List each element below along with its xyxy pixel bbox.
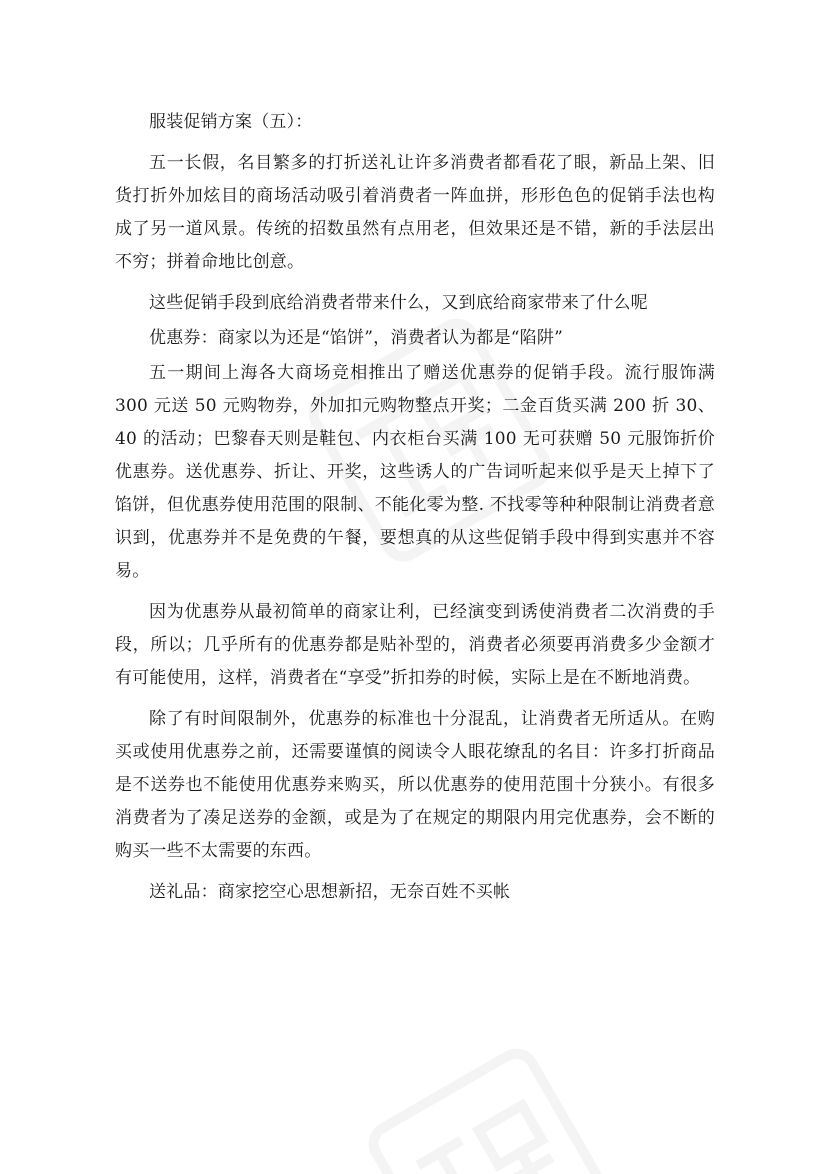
watermark-logo-icon <box>360 1040 620 1174</box>
document-body <box>115 106 715 909</box>
section-heading-coupons: 优惠券：商家以为还是“馅饼”，消费者认为都是“陷阱” <box>149 328 563 348</box>
paragraph-coupon-evolution: 因为优惠券从最初简单的商家让利，已经演变到诱使消费者二次消费的手段，所以；几乎所有的优惠券都是贴补型的，消费者必须要再消费多少金额才有可能使用，这样，消费者在“享受”折扣券的时候，实际上是在不断地消费。 <box>115 602 715 688</box>
section-heading-gifts: 送礼品：商家挖空心思想新招，无奈百姓不买帐 <box>149 882 511 902</box>
document-title: 服装促销方案（五）： <box>149 112 313 132</box>
paragraph-coupon-examples: 五一期间上海各大商场竞相推出了赠送优惠券的促销手段。流行服饰满 300 元送 50 元购物券，外加扣元购物整点开奖；二金百货买满 200 折 30、40 的活动；巴黎春天则是鞋包、内衣柜台买满 100 无可获赠 50 元服饰折价优惠券。送优惠券、折让、开奖，这些诱人的广告词听起来似乎是天上掉下了馅饼，但优惠券使用范围的限制、不能化零为整. 不找零等种种限制让消费者意识到，优惠券并不是免费的午餐，要想真的从这些促销手段中得到实惠并不容易。 <box>115 363 715 581</box>
paragraph-intro: 五一长假，名目繁多的打折送礼让许多消费者都看花了眼，新品上架、旧货打折外加炫目的商场活动吸引着消费者一阵血拼，形形色色的促销手法也构成了另一道风景。传统的招数虽然有点用老，但效果还是不错，新的手法层出不穷；拼着命地比创意。 <box>115 153 715 272</box>
paragraph-coupon-confusion: 除了有时间限制外，优惠券的标准也十分混乱，让消费者无所适从。在购买或使用优惠券之前，还需要谨慎的阅读令人眼花缭乱的名目：许多打折商品是不送券也不能使用优惠券来购买，所以优惠券的使用范围十分狭小。有很多消费者为了凑足送券的金额，或是为了在规定的期限内用完优惠券，会不断的购买一些不太需要的东西。 <box>115 709 715 861</box>
paragraph-question: 这些促销手段到底给消费者带来什么，又到底给商家带来了什么呢 <box>149 293 648 313</box>
